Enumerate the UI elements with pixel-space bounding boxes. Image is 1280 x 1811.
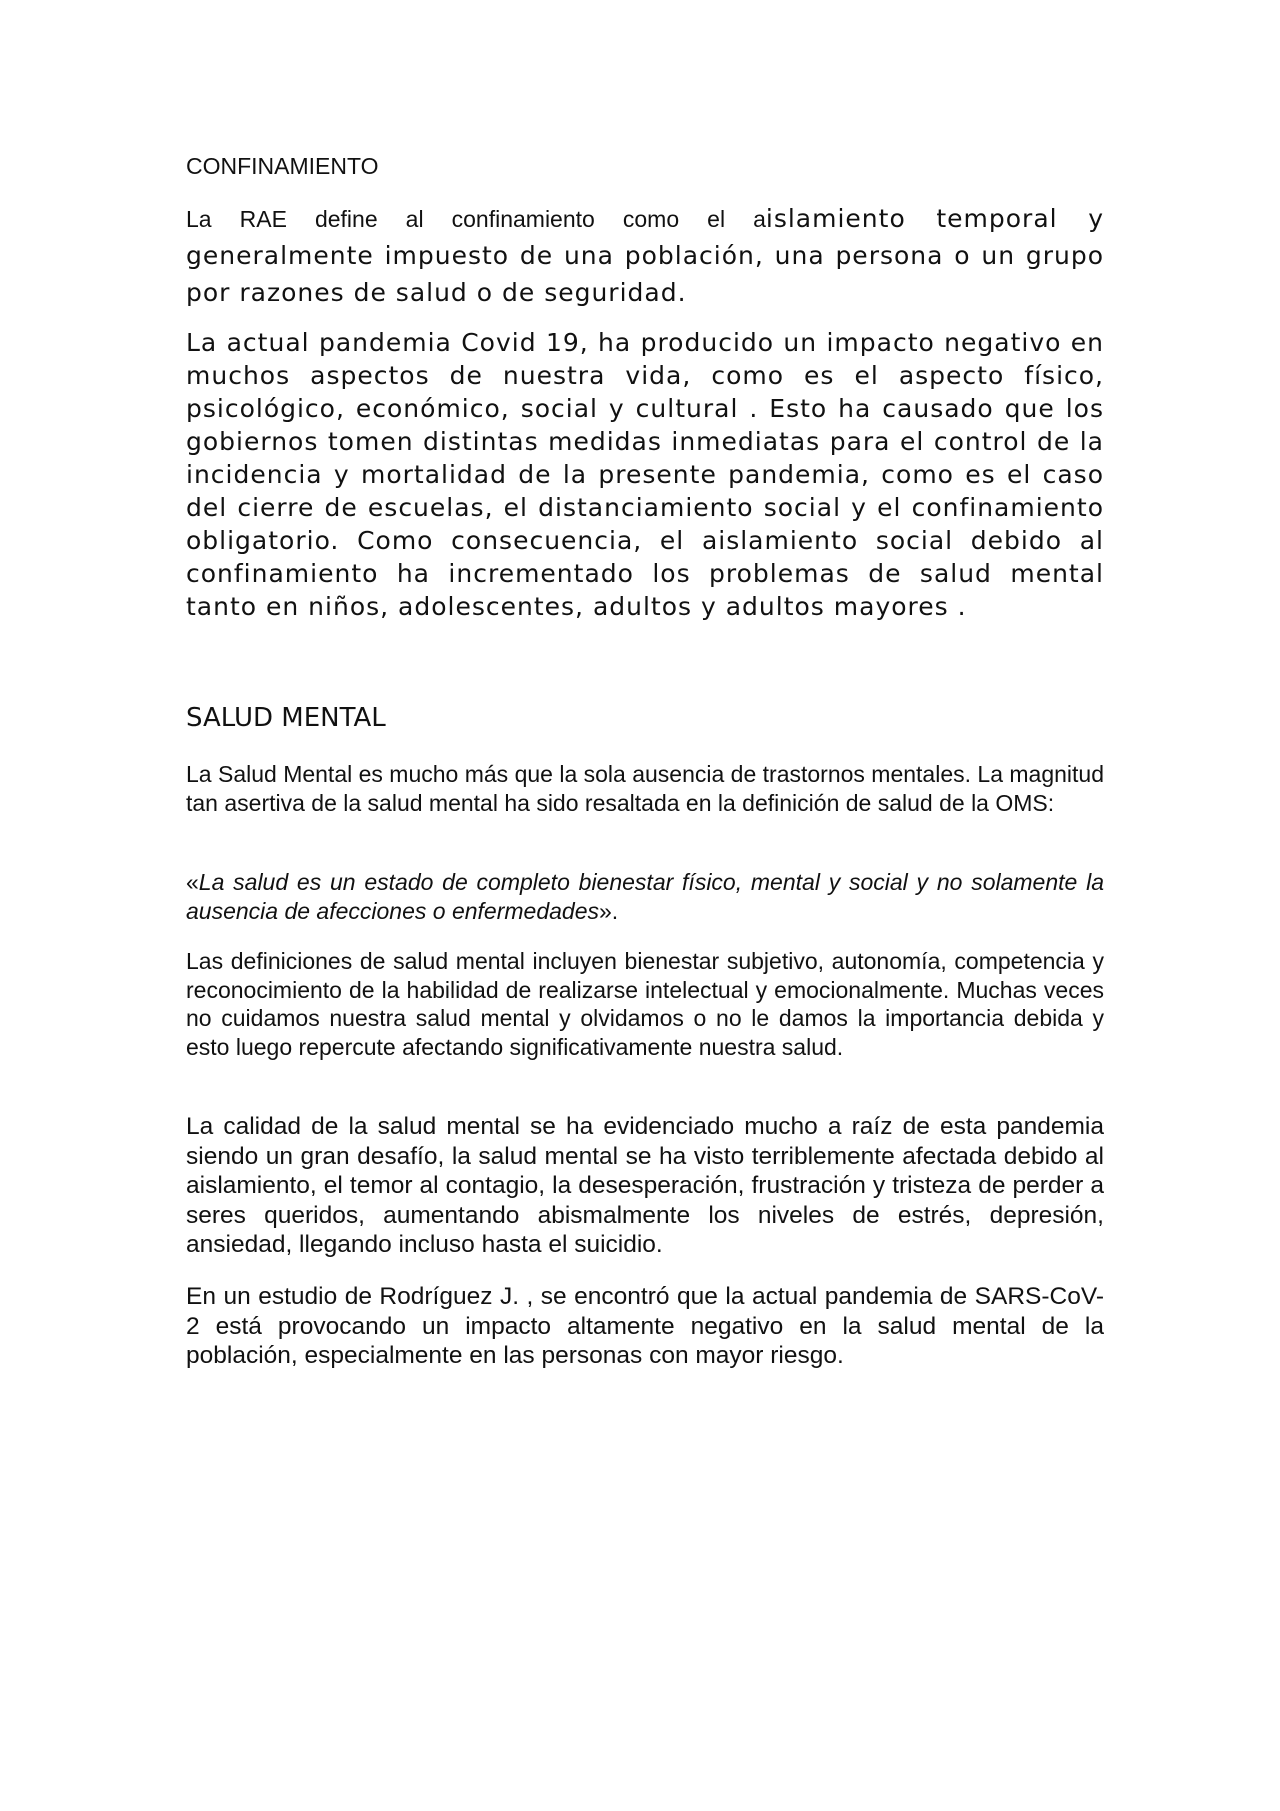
oms-open-quote: « xyxy=(186,869,199,895)
oms-close-quote: ». xyxy=(599,897,619,924)
heading-salud-mental: SALUD MENTAL xyxy=(186,703,386,733)
rae-definition-paragraph xyxy=(186,202,1104,313)
rae-definition-text: islamiento temporal y generalmente impuesto de una población, una persona o un grupo por razones de salud o de seguridad. xyxy=(186,204,1104,307)
calidad-paragraph: La calidad de la salud mental se ha evidenciado mucho a raíz de esta pandemia siendo un gran desafío, la salud mental se ha visto terriblemente afectada debido al aislamiento, el temor al contagio, la desesperación, frustración y tristeza de perder a seres queridos, aumentando abismalmente los niveles de estrés, depresión, ansiedad, llegando incluso hasta el suicidio. xyxy=(186,1113,1104,1258)
oms-quote-paragraph xyxy=(186,868,1104,925)
heading-confinamiento: CONFINAMIENTO xyxy=(186,153,379,179)
rae-lead-text: La RAE define al confinamiento como el a xyxy=(186,206,766,232)
oms-quote-text: La salud es un estado de completo bienestar físico, mental y social y no solamente la ausencia de afecciones o enfermedades xyxy=(186,869,1104,924)
definiciones-paragraph: Las definiciones de salud mental incluyen bienestar subjetivo, autonomía, competencia y reconocimiento de la habilidad de realizarse intelectual y emocionalmente. Muchas veces no cuidamos nuestra salud mental y olvidamos o no le damos la importancia debida y esto luego repercute afectando significativamente nuestra salud. xyxy=(186,948,1104,1060)
salud-mental-paragraph: La Salud Mental es mucho más que la sola ausencia de trastornos mentales. La magnitud tan asertiva de la salud mental ha sido resaltada en la definición de salud de la OMS: xyxy=(186,761,1104,816)
pandemia-paragraph: La actual pandemia Covid 19, ha producido un impacto negativo en muchos aspectos de nuestra vida, como es el aspecto físico, psicológico, económico, social y cultural . Esto ha causado que los gobiernos tomen distintas medidas inmediatas para el control de la incidencia y mortalidad de la presente pandemia, como es el caso del cierre de escuelas, el distanciamiento social y el confinamiento obligatorio. Como consecuencia, el aislamiento social debido al confinamiento ha incrementado los problemas de salud mental tanto en niños, adolescentes, adultos y adultos mayores . xyxy=(186,328,1104,621)
estudio-paragraph: En un estudio de Rodríguez J. , se encontró que la actual pandemia de SARS-CoV-2 está provocando un impacto altamente negativo en la salud mental de la población, especialmente en las personas con mayor riesgo. xyxy=(186,1283,1104,1369)
